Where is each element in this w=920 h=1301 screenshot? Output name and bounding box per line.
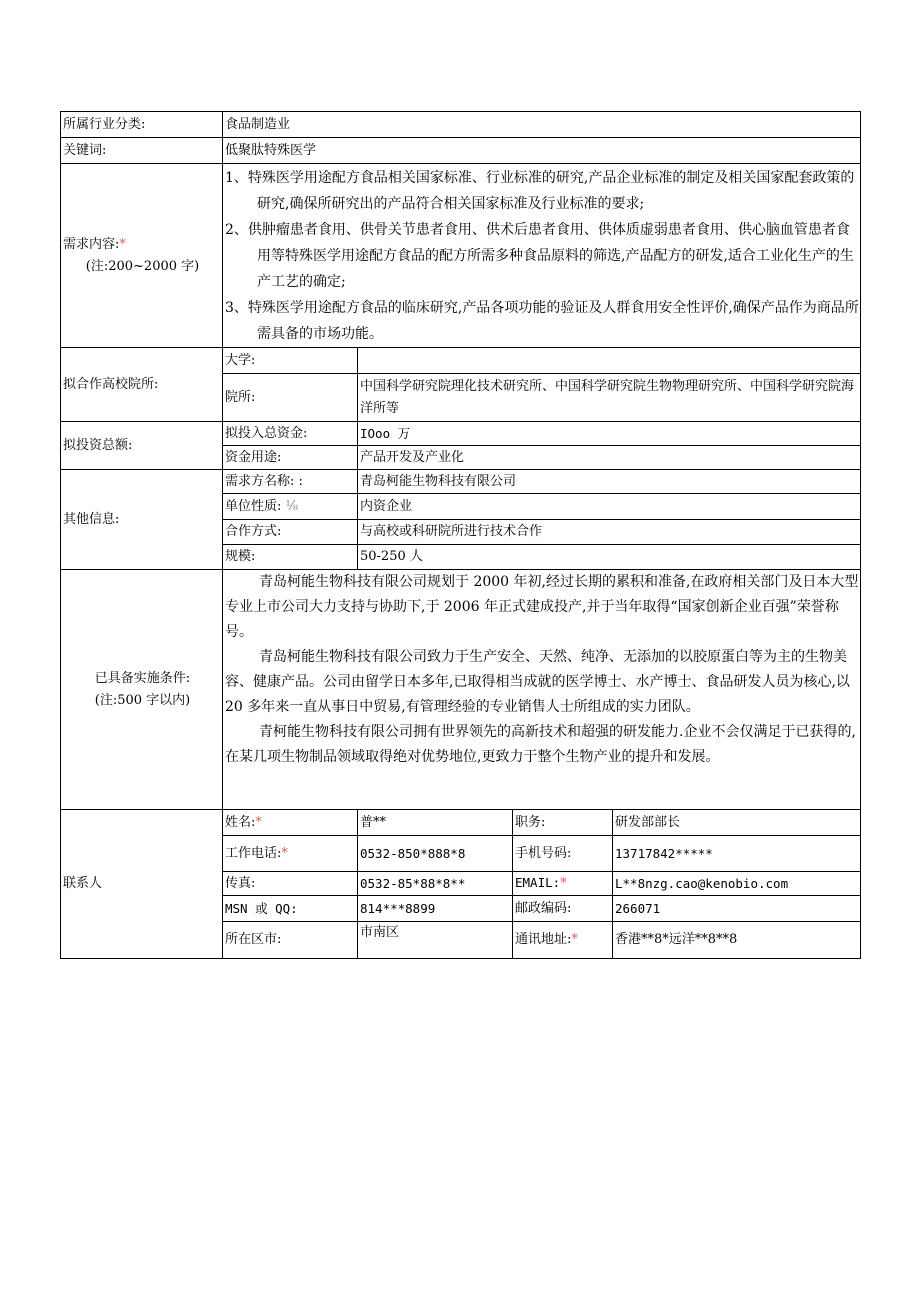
keywords-label: 关键词:	[61, 138, 223, 164]
industry-label: 所属行业分类:	[61, 112, 223, 138]
university-row	[61, 348, 861, 374]
requirement-label-cell	[61, 164, 223, 348]
conditions-paragraph: 青岛柯能生物科技有限公司致力于生产安全、天然、纯净、无添加的以胶原蛋白等为主的生物美容、健康产品。公司由留学日本多年,已取得相当成就的医学博士、水产博士、食品研发人员为核心,以 20 多年来一直从事日中贸易,有管理经验的专业销售人士所组成的实力团队。	[225, 649, 850, 715]
conditions-row	[61, 570, 861, 810]
phone-label: 工作电话:	[225, 845, 282, 861]
keywords-value: 低聚肽特殊医学	[223, 138, 861, 164]
mobile-label: 手机号码:	[513, 836, 613, 872]
university-value	[358, 348, 861, 374]
required-star: *	[119, 236, 126, 252]
district-label: 所在区市:	[223, 922, 358, 959]
scale-value: 50-250 人	[358, 545, 861, 570]
email-label: EMAIL:	[515, 875, 561, 890]
requirement-item: 3、特殊医学用途配方食品的临床研究,产品各项功能的验证及人群食用安全性评价,确保产品作为商品所需具备的市场功能。	[225, 299, 859, 342]
coop-label: 合作方式:	[223, 520, 358, 545]
msn-label: MSN 或 QQ:	[223, 896, 358, 922]
requirement-note: (注:200~2000 字)	[85, 258, 200, 274]
conditions-paragraph: 青柯能生物科技有限公司拥有世界领先的高新技术和超强的研发能力.企业不会仅满足于已获得的,在某几项生物制品领域取得绝对优势地位,更致力于整个生物产业的提升和发展。	[225, 724, 856, 765]
demander-label-cell	[223, 470, 358, 494]
investment-total-value: IOoo 万	[358, 422, 861, 446]
required-star: *	[281, 845, 288, 861]
demander-label: 需求方名称:	[225, 473, 295, 489]
nature-mark: ⅛	[285, 498, 299, 514]
phone-value: 0532-850*888*8	[358, 836, 513, 872]
conditions-content	[223, 570, 861, 810]
investment-use-value: 产品开发及产业化	[358, 446, 861, 470]
nature-label-cell	[223, 494, 358, 520]
email-value: L**8nzg.cao@kenobio.com	[613, 872, 861, 896]
email-label-cell	[513, 872, 613, 896]
required-star: *	[571, 932, 578, 947]
contact-label: 联系人	[61, 810, 223, 959]
other-label: 其他信息:	[61, 470, 223, 570]
investment-label: 拟投资总额:	[61, 422, 223, 470]
requirement-item: 2、供肿瘤患者食用、供骨关节患者食用、供术后患者食用、供体质虚弱患者食用、供心脑血管患者食用等特殊医学用途配方食品的配方所需多种食品原料的筛选,产品配方的研发,适合工业化生产的生产工艺的确定;	[225, 221, 854, 290]
address-label-cell	[513, 922, 613, 959]
name-value: 普**	[358, 810, 513, 836]
conditions-note: (注:500 字以内)	[94, 692, 191, 708]
postcode-value: 266071	[613, 896, 861, 922]
industry-value: 食品制造业	[223, 112, 861, 138]
investment-total-label: 拟投入总资金:	[223, 422, 358, 446]
institute-label: 院所:	[223, 374, 358, 422]
fax-value: 0532-85*88*8**	[358, 872, 513, 896]
partner-label: 拟合作高校院所:	[61, 348, 223, 422]
district-value: 市南区	[358, 922, 513, 959]
scale-label: 规模:	[223, 545, 358, 570]
name-label-cell	[223, 810, 358, 836]
phone-label-cell	[223, 836, 358, 872]
university-label: 大学:	[223, 348, 358, 374]
position-value: 研发部部长	[613, 810, 861, 836]
requirement-content	[223, 164, 861, 348]
required-star: *	[255, 814, 262, 830]
postcode-label: 邮政编码:	[513, 896, 613, 922]
mobile-value: 13717842*****	[613, 836, 861, 872]
position-label: 职务:	[513, 810, 613, 836]
address-value: 香港**8*远洋**8**8	[613, 922, 861, 959]
demander-mark: :	[298, 473, 303, 489]
required-star: *	[560, 876, 567, 891]
contact-name-row	[61, 810, 861, 836]
keywords-row	[61, 138, 861, 164]
demand-table	[60, 111, 861, 959]
coop-value: 与高校或科研院所进行技术合作	[358, 520, 861, 545]
requirement-row	[61, 164, 861, 348]
conditions-label: 已具备实施条件:	[94, 670, 191, 686]
investment-total-row	[61, 422, 861, 446]
investment-use-label: 资金用途:	[223, 446, 358, 470]
industry-row	[61, 112, 861, 138]
nature-value: 内资企业	[358, 494, 861, 520]
msn-value: 814***8899	[358, 896, 513, 922]
demander-row	[61, 470, 861, 494]
requirement-item: 1、特殊医学用途配方食品相关国家标准、行业标准的研究,产品企业标准的制定及相关国家配套政策的研究,确保所研究出的产品符合相关国家标准及行业标准的要求;	[225, 169, 855, 212]
demander-value: 青岛柯能生物科技有限公司	[358, 470, 861, 494]
institute-value: 中国科学研究院理化技术研究所、中国科学研究院生物物理研究所、中国科学研究院海洋所等	[358, 374, 861, 422]
conditions-label-cell	[61, 570, 223, 810]
address-label: 通讯地址:	[515, 932, 572, 947]
fax-label: 传真:	[223, 872, 358, 896]
demand-form	[60, 111, 860, 959]
requirement-label: 需求内容:	[63, 236, 120, 252]
conditions-paragraph: 青岛柯能生物科技有限公司规划于 2000 年初,经过长期的累积和准备,在政府相关部门及日本大型专业上市公司大力支持与协助下,于 2006 年正式建成投产,并于当年取得“国家创新企业百强”荣誉称号。	[225, 574, 859, 640]
nature-label: 单位性质:	[225, 498, 282, 514]
name-label: 姓名:	[225, 814, 256, 830]
